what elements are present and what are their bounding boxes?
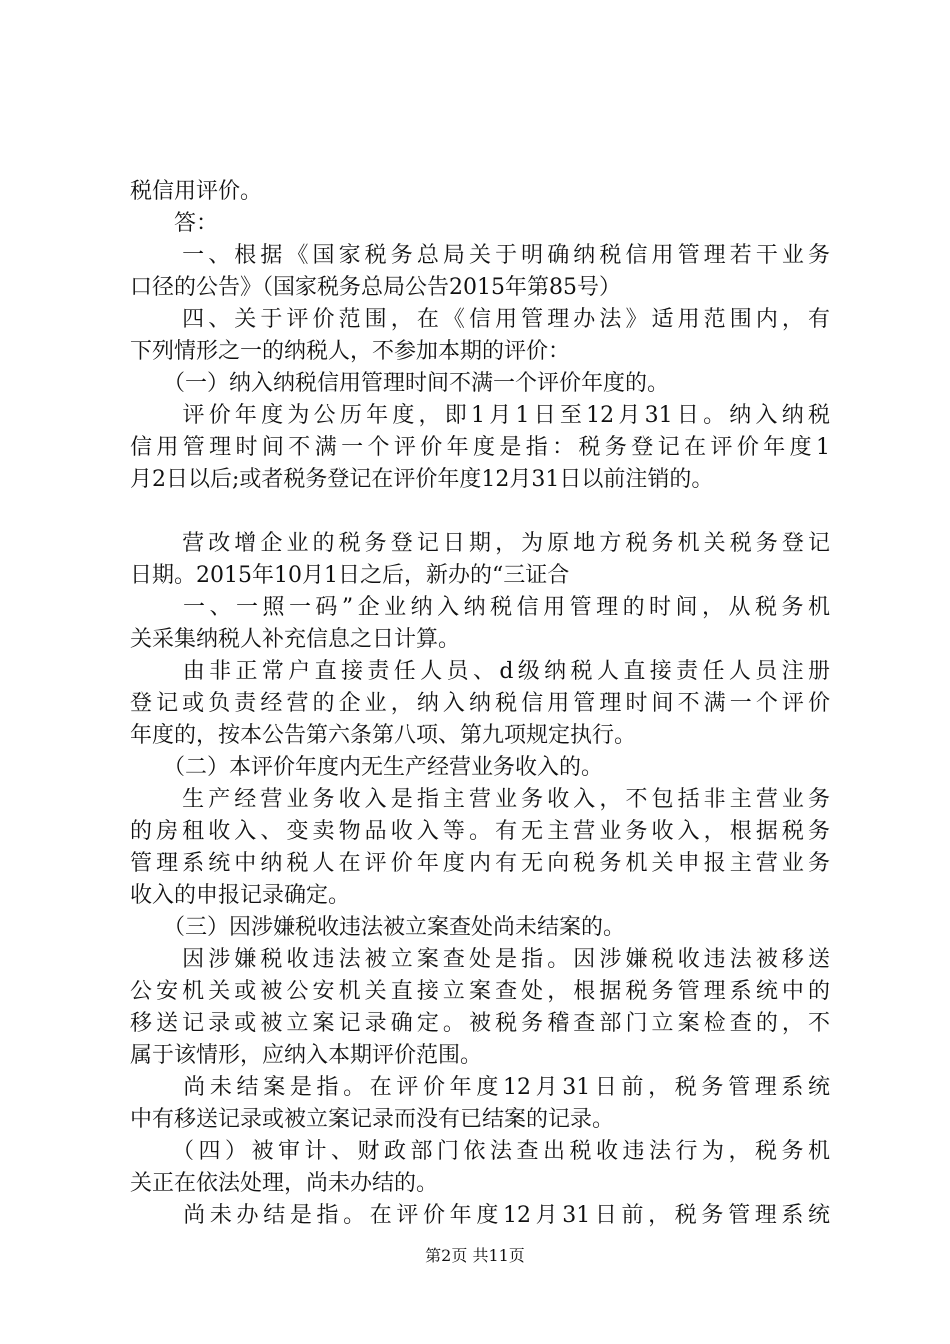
body-line: 营改增企业的税务登记日期，为原地方税务机关税务登记: [130, 531, 830, 556]
body-line: （三）因涉嫌税收违法被立案查处尚未结案的。: [130, 915, 626, 940]
body-line: （一）纳入纳税信用管理时间不满一个评价年度的。: [130, 371, 670, 396]
body-line: 税信用评价。: [130, 179, 263, 204]
body-line: 月2日以后;或者税务登记在评价年度12月31日以前注销的。: [130, 467, 714, 492]
body-line: 答：: [130, 211, 219, 236]
body-line: 日期。2015年10月1日之后，新办的“三证合: [130, 563, 570, 588]
body-line: （四）被审计、财政部门依法查出税收违法行为，税务机: [130, 1139, 830, 1164]
body-line: 的房租收入、变卖物品收入等。有无主营业务收入，根据税务: [130, 819, 830, 844]
body-line: 一、根据《国家税务总局关于明确纳税信用管理若干业务: [130, 243, 830, 268]
body-line: 关采集纳税人补充信息之日计算。: [130, 627, 461, 652]
body-line: 尚未办结是指。在评价年度12月31日前，税务管理系统: [130, 1203, 830, 1228]
page-number-footer: 第2页 共11页: [425, 1246, 525, 1265]
body-line: 公安机关或被公安机关直接立案查处，根据税务管理系统中的: [130, 979, 830, 1004]
body-line: 生产经营业务收入是指主营业务收入，不包括非主营业务: [130, 787, 830, 812]
body-line: 尚未结案是指。在评价年度12月31日前，税务管理系统: [130, 1075, 830, 1100]
body-line: 管理系统中纳税人在评价年度内有无向税务机关申报主营业务: [130, 851, 830, 876]
body-line: 一、一照一码”企业纳入纳税信用管理的时间，从税务机: [130, 595, 830, 620]
body-line: （二）本评价年度内无生产经营业务收入的。: [130, 755, 604, 780]
body-line: 属于该情形，应纳入本期评价范围。: [130, 1043, 483, 1068]
body-line: 登记或负责经营的企业，纳入纳税信用管理时间不满一个评价: [130, 691, 830, 716]
body-line: 口径的公告》（国家税务总局公告2015年第85号）: [130, 275, 621, 300]
body-line: 年度的，按本公告第六条第八项、第九项规定执行。: [130, 723, 637, 748]
body-line: 由非正常户直接责任人员、d级纳税人直接责任人员注册: [130, 659, 830, 684]
body-line: 收入的申报记录确定。: [130, 883, 351, 908]
body-line: 因涉嫌税收违法被立案查处是指。因涉嫌税收违法被移送: [130, 947, 830, 972]
body-line: 信用管理时间不满一个评价年度是指：税务登记在评价年度1: [130, 435, 830, 460]
body-line: 移送记录或被立案记录确定。被税务稽查部门立案检查的，不: [130, 1011, 830, 1036]
body-line: 评价年度为公历年度，即1月1日至12月31日。纳入纳税: [130, 403, 830, 428]
body-line: 四、关于评价范围，在《信用管理办法》适用范围内，有: [130, 307, 830, 332]
body-line: 关正在依法处理，尚未办结的。: [130, 1171, 439, 1196]
body-line: 中有移送记录或被立案记录而没有已结案的记录。: [130, 1107, 615, 1132]
body-line: 下列情形之一的纳税人，不参加本期的评价：: [130, 339, 571, 364]
